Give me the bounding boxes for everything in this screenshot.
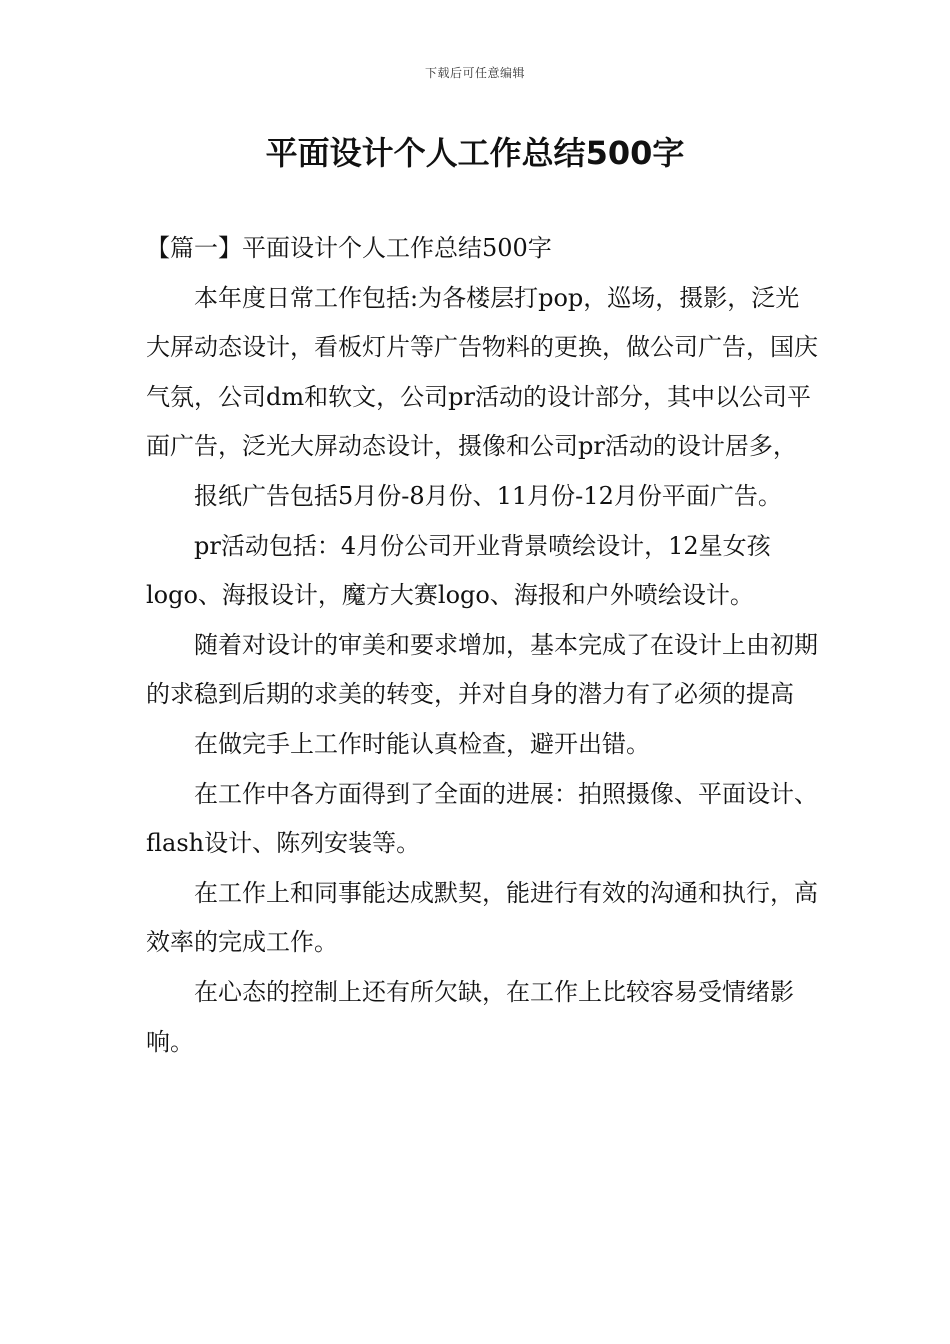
section-heading: 【篇一】平面设计个人工作总结500字 (146, 234, 552, 262)
paragraph-5: 在做完手上工作时能认真检查，避开出错。 (194, 729, 650, 758)
document-title: 平面设计个人工作总结500字 (265, 134, 685, 172)
paragraph-3: pr活动包括：4月份公司开业背景喷绘设计，12星女孩logo、海报设计，魔方大赛logo、海报和户外喷绘设计。 (146, 531, 771, 610)
paragraph-6: 在工作中各方面得到了全面的进展：拍照摄像、平面设计、flash设计、陈列安装等。 (146, 779, 818, 858)
paragraph-8: 在心态的控制上还有所欠缺，在工作上比较容易受情绪影响。 (146, 977, 794, 1056)
document-body (146, 224, 818, 1067)
paragraph-1: 本年度日常工作包括:为各楼层打pop，巡场，摄影，泛光大屏动态设计，看板灯片等广告物料的更换，做公司广告，国庆气氛，公司dm和软文，公司pr活动的设计部分，其中以公司平面广告，泛光大屏动态设计，摄像和公司pr活动的设计居多， (146, 283, 818, 461)
paragraph-7: 在工作上和同事能达成默契，能进行有效的沟通和执行，高效率的完成工作。 (146, 878, 818, 957)
paragraph-2: 报纸广告包括5月份-8月份、11月份-12月份平面广告。 (194, 481, 782, 510)
header-note: 下载后可任意编辑 (424, 66, 525, 80)
paragraph-4: 随着对设计的审美和要求增加，基本完成了在设计上由初期的求稳到后期的求美的转变，并对自身的潜力有了必须的提高 (146, 630, 818, 709)
